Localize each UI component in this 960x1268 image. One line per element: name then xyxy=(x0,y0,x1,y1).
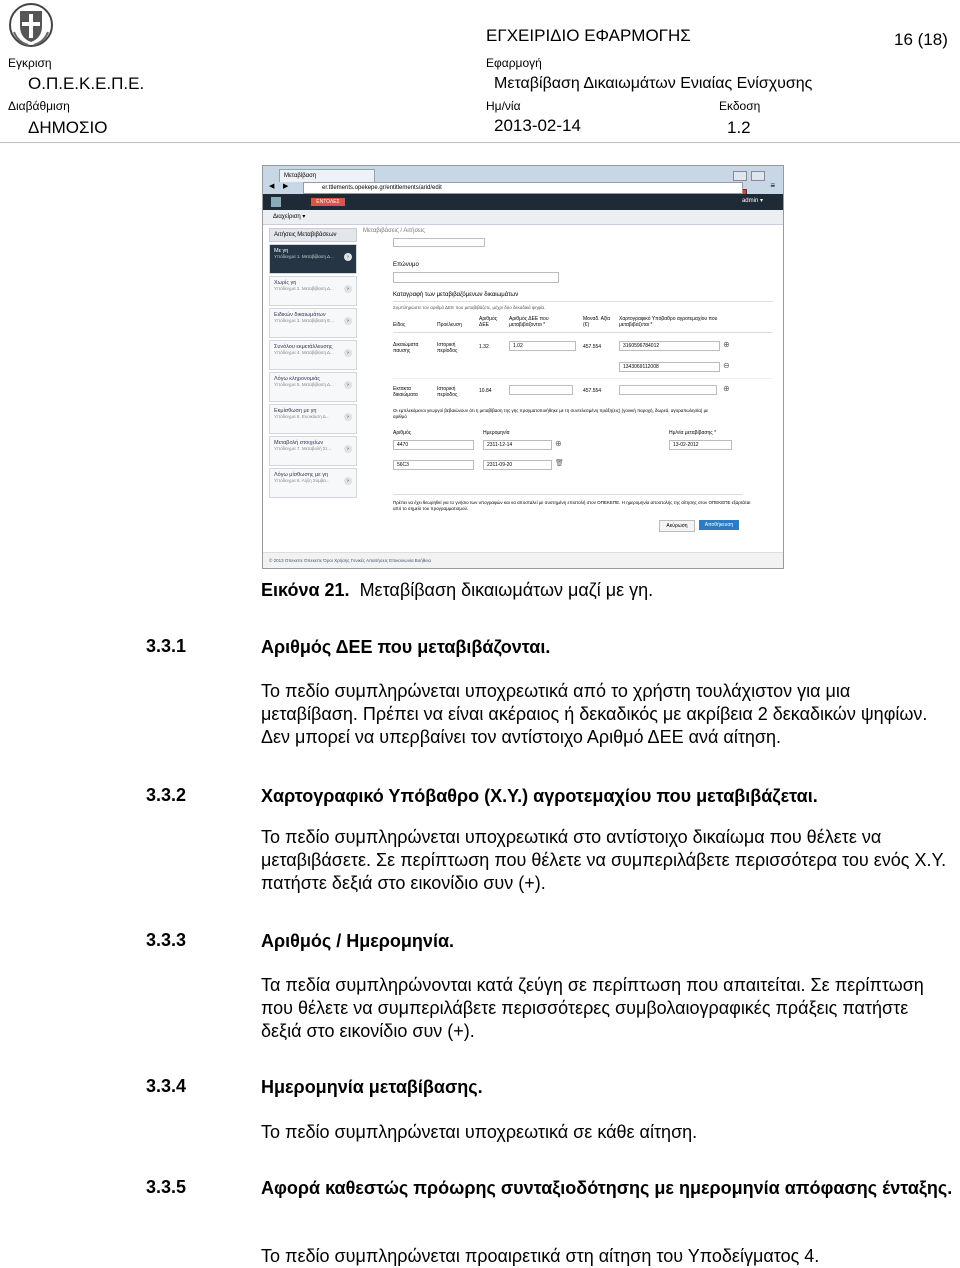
version-value: 1.2 xyxy=(727,118,751,137)
app-topnav xyxy=(263,194,783,210)
classification-value: ΔΗΜΟΣΙΟ xyxy=(28,118,108,137)
sidebar-item-title: Λόγω κληρονομιάς xyxy=(274,376,321,382)
sidebar-item-title: Μεταβολή στοιχείων xyxy=(274,440,324,446)
transfer-note: Οι εμπλεκόμενοι γεωργοί βεβαιώνουν ότι η μεταβίβαση της γης πραγματοποιήθηκε με τη συντελεσμένη πράξη(εις) (γονική παροχή, δωρεά, αγοραπωλησία) με αριθμό xyxy=(393,408,709,419)
row1-cadastral-input[interactable]: 3160596784012 xyxy=(619,341,720,351)
top-input[interactable] xyxy=(393,238,485,247)
user-menu[interactable]: admin ▾ xyxy=(741,198,763,204)
deed-num-label: Αριθμός xyxy=(393,430,412,436)
surname-input[interactable] xyxy=(393,272,559,283)
deed-num-input-1[interactable]: 4470 xyxy=(393,440,474,450)
deed-num-input-2[interactable]: 56C3 xyxy=(393,460,474,470)
minimize-icon[interactable] xyxy=(733,171,747,181)
sidebar-item[interactable] xyxy=(269,244,357,274)
row2-origin: Ιστορική περίοδος xyxy=(437,386,458,398)
approval-value: Ο.Π.Ε.Κ.Ε.Π.Ε. xyxy=(28,74,145,93)
chevron-right-icon[interactable]: › xyxy=(344,317,352,325)
section-body: Το πεδίο συμπληρώνεται υποχρεωτικά στο αντίστοιχο δικαίωμα που θέλετε να μεταβιβάσετε. Σε περίπτωση που θέλετε να συμπεριλάβετε περισσότερα του ενός Χ.Υ. πατήστε δεξιά στο εικονίδιο συν (+). xyxy=(261,827,947,893)
table-header-divider xyxy=(393,332,773,333)
transfer-date-input[interactable]: 13-02-2012 xyxy=(669,440,732,450)
classification-label: Διαβάθμιση xyxy=(8,99,70,113)
section-number: 3.3.3 xyxy=(146,930,187,950)
section-number: 3.3.4 xyxy=(146,1076,187,1096)
section-number: 3.3.5 xyxy=(146,1177,187,1197)
section-heading: Αριθμός / Ημερομηνία. xyxy=(261,931,455,951)
date-label: Ημ/νία xyxy=(486,99,521,113)
row1-num: 1.32 xyxy=(479,344,489,350)
section-heading: Ημερομηνία μεταβίβασης. xyxy=(261,1077,483,1097)
chevron-right-icon[interactable]: › xyxy=(344,285,352,293)
surname-label: Επώνυμο xyxy=(393,262,419,268)
chevron-right-icon[interactable]: › xyxy=(344,413,352,421)
section-divider xyxy=(393,301,773,302)
row2-transfer-input[interactable] xyxy=(509,385,573,395)
sidebar-list xyxy=(269,244,357,498)
app-logo-icon xyxy=(271,197,281,207)
col-unit-value: Μοναδ. Αξία (€) xyxy=(583,316,611,328)
sidebar-item[interactable] xyxy=(269,308,357,338)
sidebar-title: Αιτήσεις Μεταβιβάσεων xyxy=(269,228,357,242)
sidebar-item-title: Με γη xyxy=(274,248,289,254)
app-footer-links[interactable]: © 2013 Οπεκεπε Οπεκεπε Όροι Χρήσης Γενικές Απαιτήσεις Επικοινωνία Βοήθεια xyxy=(263,552,784,569)
footer-divider xyxy=(393,494,743,495)
sidebar-item-title: Εκμίσθωση με γη xyxy=(274,408,317,414)
row1-origin: Ιστορική περίοδος xyxy=(437,342,458,354)
row2-cadastral-input[interactable] xyxy=(619,385,717,395)
menu-icon[interactable]: ≡ xyxy=(770,181,775,190)
breadcrumb: Μεταβιβάσεις / Αιτήσεις xyxy=(363,228,426,234)
sidebar xyxy=(269,228,357,538)
document-title: ΕΓΧΕΙΡΙΔΙΟ ΕΦΑΡΜΟΓΗΣ xyxy=(486,26,691,45)
row1-kind: Δικαιώματα παυσης xyxy=(393,342,419,354)
sidebar-item-subtitle: Υπόδειγμα 7. Μεταβολή Στ... xyxy=(274,446,331,451)
transfer-date-label: Ημ/νία μεταβίβασης * xyxy=(669,430,717,436)
add-cadastral-icon[interactable]: ⊕ xyxy=(723,384,730,393)
version-label: Εκδοση xyxy=(719,99,761,113)
section-hint: Συμπληρώστε τον αριθμό ΔΕΕ που μεταβιβάζετε, μέχρι δύο δεκαδικά ψηφία. xyxy=(393,305,546,310)
address-bar[interactable] xyxy=(303,182,743,194)
sidebar-item-title: Λόγω μίσθωσης με γη xyxy=(274,472,329,478)
application-value: Μεταβίβαση Δικαιωμάτων Ενιαίας Ενίσχυσης xyxy=(494,75,813,92)
col-transfer-num: Αριθμός ΔΕΕ που μεταβιβάζονται * xyxy=(509,316,549,328)
date-value: 2013-02-14 xyxy=(494,116,581,135)
app-menubar xyxy=(263,210,783,225)
row2-value: 457.554 xyxy=(583,388,602,394)
browser-titlebar xyxy=(263,166,783,194)
address-url: er.ttlements.opekepe.gr/entitlements/arid/edit xyxy=(322,185,442,191)
col-cadastral: Χαρτογραφικό Υπόβαθρο αγροτεμαχίου που μεταβιβάζεται * xyxy=(619,316,718,328)
save-button[interactable]: Αποθήκευση xyxy=(699,520,739,530)
section-body: Τα πεδία συμπληρώνονται κατά ζεύγη σε περίπτωση που απαιτείται. Σε περίπτωση που θέλετε να συμπεριλάβετε περισσότερες συμβολαιογραφικές πράξεις πατήστε δεξιά στο εικονίδιο συν (+). xyxy=(261,975,924,1041)
main-content xyxy=(363,228,777,548)
browser-tab-title: Μεταβίβαση xyxy=(284,173,317,179)
sidebar-item-subtitle: Υπόδειγμα 2. Μεταβίβαση Δ... xyxy=(274,286,334,291)
sidebar-item-subtitle: Υπόδειγμα 8. Λήξη Σύμβα... xyxy=(274,478,330,483)
caption-text: Μεταβίβαση δικαιωμάτων μαζί με γη. xyxy=(359,580,654,600)
application-label: Εφαρμογή xyxy=(486,56,542,70)
footer-note: Πρέπει να έχει θεωρηθεί για το γνήσιο των υπογραφών και να αποσταλεί με συστημένη επιστολή στον ΟΠΕΚΕΠΕ. Η ημερομηνία αποστολής της αίτησης στον ΟΠΕΚΕΠΕ εξαρτάται από το σημείο του προγραμματισμού. xyxy=(393,500,751,511)
section-body: Το πεδίο συμπληρώνεται προαιρετικά στη αίτηση του Υποδείγματος 4. xyxy=(261,1246,820,1266)
deed-date-input-1[interactable]: 2311-12-14 xyxy=(483,440,552,450)
sidebar-item-title: Συνόλου εκμετάλλευσης xyxy=(274,344,333,350)
chevron-right-icon[interactable]: › xyxy=(344,381,352,389)
section-heading: Αφορά καθεστώς πρόωρης συνταξιοδότησης με ημερομηνία απόφασης ένταξης. xyxy=(261,1178,953,1198)
sidebar-item[interactable] xyxy=(269,372,357,402)
sidebar-item-subtitle: Υπόδειγμα 1. Μεταβίβαση Δ... xyxy=(274,254,334,259)
figure-caption xyxy=(261,580,653,601)
sidebar-item-subtitle: Υπόδειγμα 4. Μεταβίβαση Δ... xyxy=(274,350,334,355)
col-kind: Είδος xyxy=(393,322,406,328)
section-body: Το πεδίο συμπληρώνεται υποχρεωτικά από το χρήστη τουλάχιστον για μια μεταβίβαση. Πρέπει να είναι ακέραιος ή δεκαδικός με ακρίβεια 2 δεκαδικών ψηφίων. Δεν μπορεί να υπερβαίνει τον αντίστοιχο Αριθμό ΔΕΕ ανά αίτηση. xyxy=(261,681,928,747)
sidebar-item-title: Ειδικών δικαιωμάτων xyxy=(274,312,326,318)
embedded-app-screenshot xyxy=(262,165,784,569)
sidebar-item-subtitle: Υπόδειγμα 6. Ενοικίαση Δ... xyxy=(274,414,330,419)
browser-tab[interactable] xyxy=(279,169,375,182)
deed-date-input-2[interactable]: 2311-09-20 xyxy=(483,460,552,470)
col-num: Αριθμός ΔΕΕ xyxy=(479,316,498,328)
chevron-right-icon[interactable]: › xyxy=(344,477,352,485)
sidebar-item[interactable] xyxy=(269,276,357,306)
trash-icon[interactable]: 🗑 xyxy=(555,460,564,467)
row1-transfer-input[interactable]: 1.02 xyxy=(509,341,576,351)
caption-label: Εικόνα 21. xyxy=(261,580,350,600)
window-controls xyxy=(733,168,779,178)
section-heading: Χαρτογραφικό Υπόβαθρο (Χ.Υ.) αγροτεμαχίου που μεταβιβάζεται. xyxy=(261,786,818,806)
greek-coat-of-arms-logo xyxy=(8,2,54,48)
cancel-button[interactable]: Ακύρωση xyxy=(659,520,695,532)
sidebar-item-subtitle: Υπόδειγμα 3. Μεταβίβαση Ε... xyxy=(274,318,334,323)
sidebar-item[interactable] xyxy=(269,468,357,498)
sidebar-item-title: Χωρίς γη xyxy=(274,280,297,286)
row2-num: 10.84 xyxy=(479,388,492,394)
manage-menu[interactable]: Διαχείριση ▾ xyxy=(273,214,306,220)
row2-kind: Εκτακτα δικαιώματα xyxy=(393,386,418,398)
sidebar-item[interactable] xyxy=(269,436,357,466)
header-divider xyxy=(0,142,960,143)
section-heading: Αριθμός ΔΕΕ που μεταβιβάζονται. xyxy=(261,637,551,657)
approval-label: Εγκριση xyxy=(8,56,52,70)
row1-cadastral-input-2[interactable]: 1343069112008 xyxy=(619,362,720,372)
section-number: 3.3.2 xyxy=(146,785,187,805)
section-number: 3.3.1 xyxy=(146,636,187,656)
sidebar-item[interactable] xyxy=(269,404,357,434)
chevron-right-icon[interactable]: › xyxy=(344,445,352,453)
section-title: Καταγραφή των μεταβιβαζόμενων δικαιωμάτων xyxy=(393,292,519,298)
maximize-icon[interactable] xyxy=(751,171,765,181)
remove-cadastral-icon[interactable]: ⊖ xyxy=(723,361,730,370)
row1-value: 457.554 xyxy=(583,344,602,350)
row-divider xyxy=(393,378,773,379)
sidebar-item-subtitle: Υπόδειγμα 5. Μεταβίβαση Δ... xyxy=(274,382,334,387)
col-origin: Προέλευση xyxy=(437,322,462,328)
chevron-right-icon[interactable]: › xyxy=(344,253,352,261)
forward-icon[interactable]: ▶ xyxy=(283,183,289,190)
back-icon[interactable]: ◀ xyxy=(269,183,275,190)
topnav-button[interactable]: ΕΝΤΟΛΕΣ xyxy=(311,198,345,206)
deed-date-label: Ημερομηνία xyxy=(483,430,510,436)
sidebar-item[interactable] xyxy=(269,340,357,370)
chevron-right-icon[interactable]: › xyxy=(344,349,352,357)
add-deed-icon[interactable]: ⊕ xyxy=(555,439,562,448)
add-cadastral-icon[interactable]: ⊕ xyxy=(723,340,730,349)
page-number: 16 (18) xyxy=(894,30,948,49)
section-body: Το πεδίο συμπληρώνεται υποχρεωτικά σε κάθε αίτηση. xyxy=(261,1122,698,1142)
